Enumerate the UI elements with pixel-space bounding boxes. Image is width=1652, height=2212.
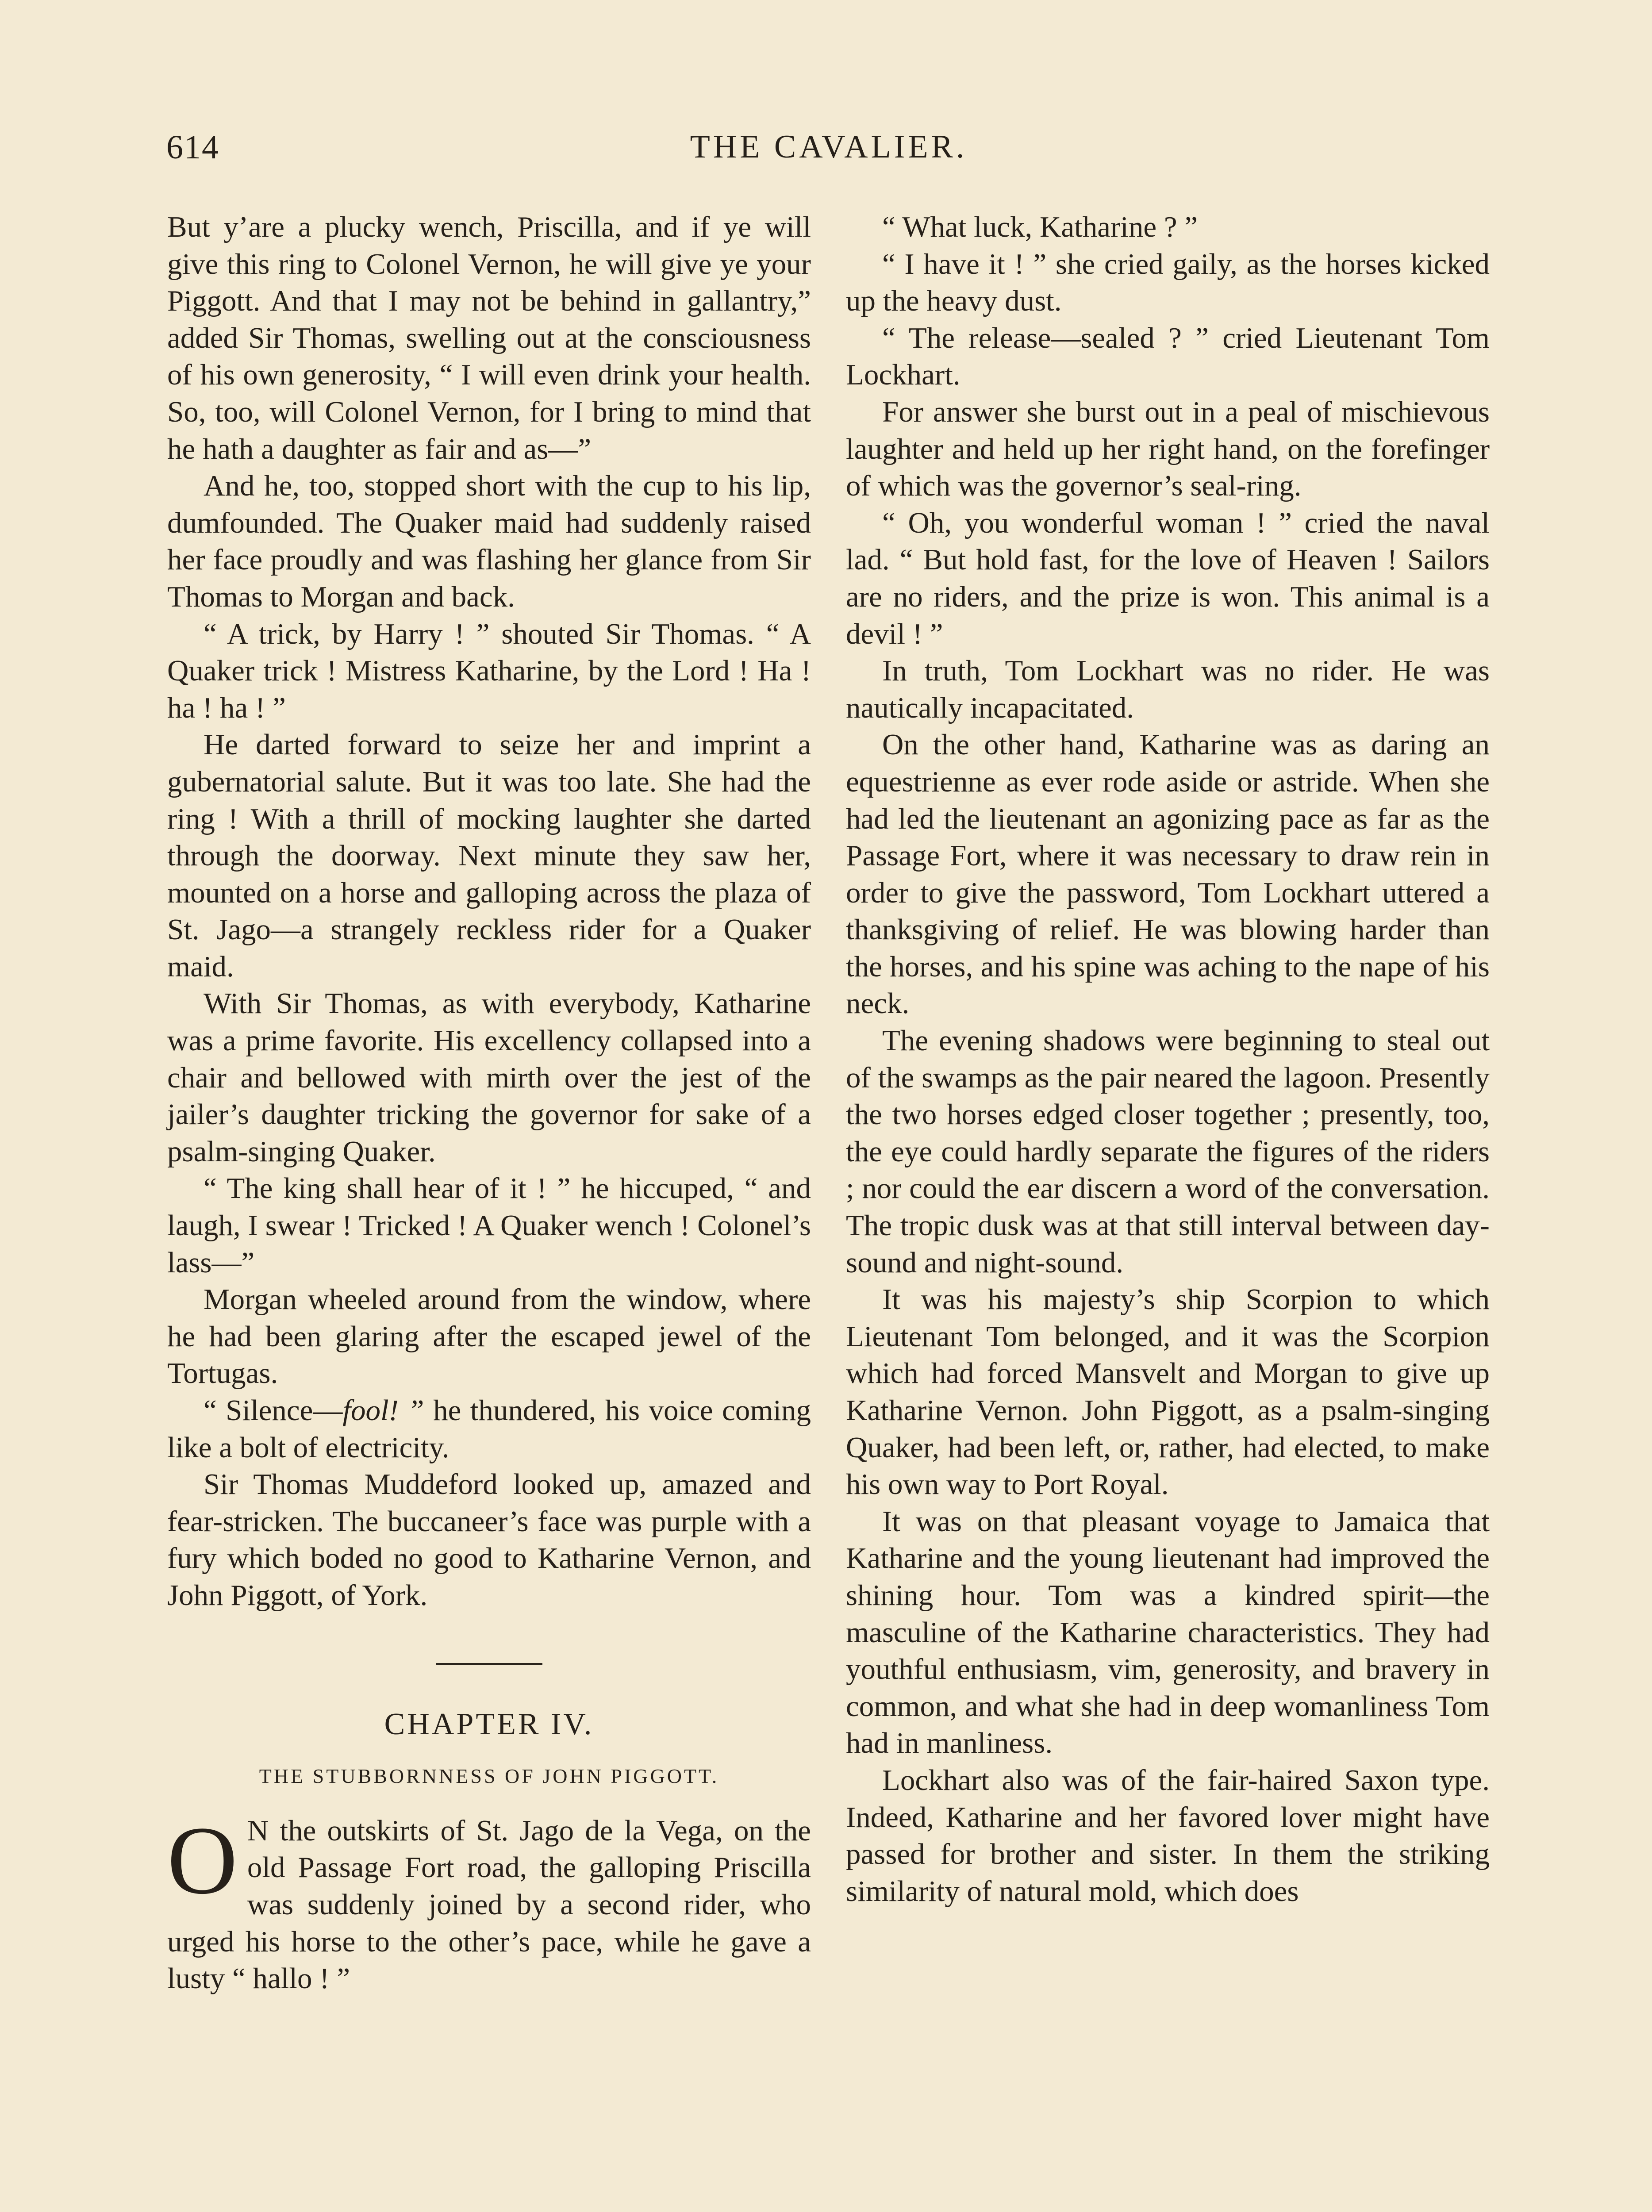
- drop-cap: O: [167, 1806, 238, 1914]
- paragraph: With Sir Thomas, as with everybody, Katharine was a prime favorite. His excellency collapsed into a chair and bellowed with mirth over the jest of the jailer’s daughter tricking the governor for sake of a psalm-singing Quaker.: [167, 987, 811, 1168]
- paragraph-silence: [167, 1392, 811, 1466]
- paragraph: In truth, Tom Lockhart was no rider. He was nautically incapacitated.: [846, 654, 1490, 724]
- paragraph: It was his majesty’s ship Scorpion to which Lieutenant Tom belonged, and it was the Scorpion which had forced Mansvelt and Morgan to give up Katharine Vernon. John Piggott, as a psalm-singing Quaker, had been left, or, rather, had elected, to make his own way to Port Royal.: [846, 1283, 1490, 1501]
- chapter-opening-text: N the outskirts of St. Jago de la Vega, on the old Passage Fort road, the galloping Priscilla was suddenly joined by a second rider, who urged his horse to the other’s pace, while he gave a lusty “ hallo ! ”: [167, 1814, 811, 1995]
- paragraph: “ A trick, by Harry ! ” shouted Sir Thomas. “ A Quaker trick ! Mistress Katharine, by the Lord ! Ha ! ha ! ha ! ”: [167, 617, 811, 724]
- paragraph: It was on that pleasant voyage to Jamaica that Katharine and the young lieutenant had improved the shining hour. Tom was a kindred spirit—the masculine of the Katharine characteristics. They had youthful enthusiasm, vim, generosity, and bravery in common, and what she had in deep womanliness Tom had in manliness.: [846, 1505, 1490, 1760]
- page-header: [166, 128, 1491, 181]
- section-divider: [436, 1663, 542, 1665]
- paragraph: For answer she burst out in a peal of mischievous laughter and held up her right hand, on the forefinger of which was the governor’s seal-ring.: [846, 395, 1490, 503]
- page-number: 614: [166, 129, 219, 166]
- left-column: [167, 209, 811, 1997]
- paragraph: “ I have it ! ” she cried gaily, as the horses kicked up the heavy dust.: [846, 247, 1490, 318]
- silence-fool: fool! ”: [342, 1394, 424, 1427]
- silence-rest: he thundered, his voice coming like a bolt of electricity.: [167, 1394, 811, 1464]
- paragraph: “ Oh, you wonderful woman ! ” cried the naval lad. “ But hold fast, for the love of Heaven ! Sailors are no riders, and the prize is won. This animal is a devil ! ”: [846, 506, 1490, 650]
- paragraph: And he, too, stopped short with the cup to his lip, dumfounded. The Quaker maid had suddenly raised her face proudly and was flashing her glance from Sir Thomas to Morgan and back.: [167, 469, 811, 613]
- paragraph: He darted forward to seize her and imprint a gubernatorial salute. But it was too late. She had the ring ! With a thrill of mocking laughter she darted through the doorway. Next minute they saw her, mounted on a horse and galloping across the plaza of St. Jago—a strangely reckless rider for a Quaker maid.: [167, 728, 811, 983]
- paragraph: “ What luck, Katharine ? ”: [882, 211, 1198, 243]
- paragraph: “ The release—sealed ? ” cried Lieutenant Tom Lockhart.: [846, 321, 1490, 392]
- right-column: [846, 209, 1490, 1910]
- paragraph: Lockhart also was of the fair-haired Saxon type. Indeed, Katharine and her favored lover might have passed for brother and sister. In them the striking similarity of natural mold, which does: [846, 1763, 1490, 1908]
- chapter-title: CHAPTER IV.: [384, 1707, 594, 1741]
- silence-prefix: “ Silence—: [204, 1394, 343, 1427]
- chapter-subtitle: THE STUBBORNNESS OF JOHN PIGGOTT.: [259, 1765, 719, 1788]
- chapter-opening: [167, 1806, 811, 1997]
- paragraph: On the other hand, Katharine was as daring an equestrienne as ever rode aside or astride. When she had led the lieutenant an agonizing pace as far as the Passage Fort, where it was necessary to draw rein in order to give the password, Tom Lockhart uttered a thanksgiving of relief. He was blowing harder than the horses, and his spine was aching to the nape of his neck.: [846, 728, 1490, 1020]
- paragraph: “ The king shall hear of it ! ” he hiccuped, “ and laugh, I swear ! Tricked ! A Quaker wench ! Colonel’s lass—”: [167, 1172, 811, 1279]
- paragraph: Morgan wheeled around from the window, where he had been glaring after the escaped jewel of the Tortugas.: [167, 1283, 811, 1390]
- paragraph: The evening shadows were beginning to steal out of the swamps as the pair neared the lagoon. Presently the two horses edged closer together ; presently, too, the eye could hardly separate the figures of the riders ; nor could the ear discern a word of the conversation. The tropic dusk was at that still interval between day-sound and night-sound.: [846, 1024, 1490, 1279]
- paragraph: Sir Thomas Muddeford looked up, amazed and fear-stricken. The buccaneer’s face was purple with a fury which boded no good to Katharine Vernon, and John Piggott, of York.: [167, 1468, 811, 1612]
- paragraph: But y’are a plucky wench, Priscilla, and if ye will give this ring to Colonel Vernon, he will give ye your Piggott. And that I may not be behind in gallantry,” added Sir Thomas, swelling out at the consciousness of his own generosity, “ I will even drink your health. So, too, will Colonel Vernon, for I bring to mind that he hath a daughter as fair and as—”: [167, 211, 811, 465]
- running-head: THE CAVALIER.: [690, 129, 968, 165]
